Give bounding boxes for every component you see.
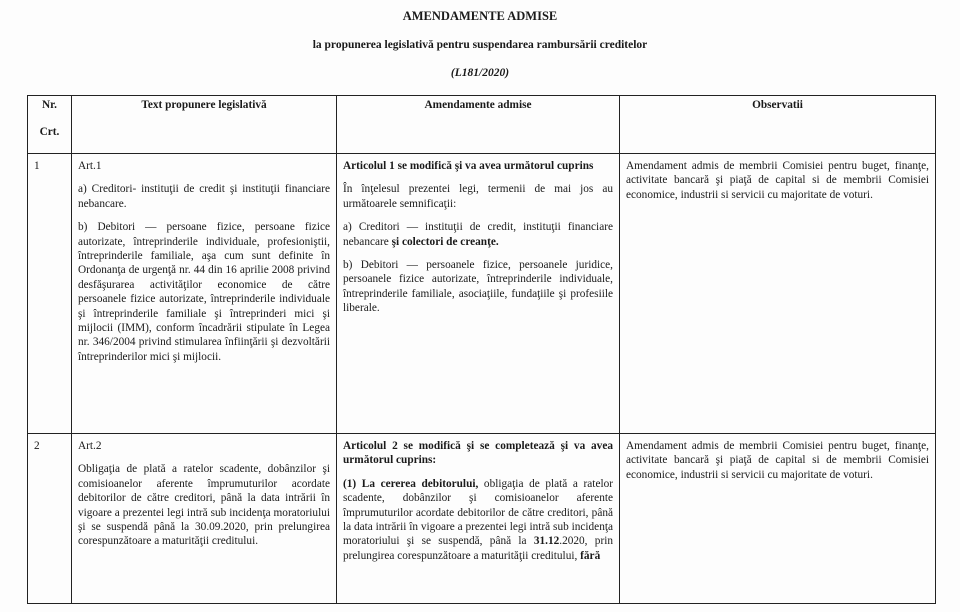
amendament-cell — [337, 154, 620, 434]
table-row — [28, 154, 936, 434]
header-crt-label: Crt. — [39, 126, 60, 139]
paragraph — [343, 220, 613, 249]
paragraph — [343, 477, 613, 563]
document-title: AMENDAMENTE ADMISE — [402, 9, 558, 23]
row-number: 2 — [28, 434, 72, 604]
table-header-row — [28, 96, 936, 154]
paragraph: b) Debitori — persoane fizice, persoane fizice autorizate, întreprinderile individuale, profesioniştii, întreprinderile familiale, aşa cum sunt definite în Ordonanţa de urgenţă nr. 44 din 16 aprilie 2008 privind desfăşurarea activităţilor economice de către persoanele fizice autorizate, întreprinderile individuale şi întreprinderile familiale şi întreprinderi mici şi mijlocii (IMM), conform încadrării stipulate în Legea nr. 346/2004 privind stimularea înfiinţării şi dezvoltării întreprinderilor mici şi mijlocii. — [78, 221, 330, 363]
amendament-cell — [337, 434, 620, 604]
observation-text: Amendament admis de membrii Comisiei pentru buget, finanţe, activitate bancară şi piaţă de capital si de membrii Comisiei economice, industrii si servicii cu majoritate de voturi. — [626, 160, 929, 201]
paragraph-bold-text: fără — [580, 549, 601, 562]
paragraph: a) Creditori- instituţii de credit şi instituţii financiare nebancare. — [78, 183, 330, 210]
document-subtitle: la propunerea legislativă pentru suspendarea rambursării creditelor — [312, 39, 648, 51]
row-number: 1 — [28, 154, 72, 434]
header-amendamente: Amendamente admise — [337, 96, 620, 154]
header-nr-label: Nr. — [42, 99, 57, 111]
article-title: Art.1 — [78, 160, 102, 172]
text-propunere-cell — [72, 434, 337, 604]
text-propunere-cell — [72, 154, 337, 434]
header-text-propunere: Text propunere legislativă — [72, 96, 337, 154]
amendment-title: Articolul 1 se modifică şi va avea următorul cuprins — [343, 160, 594, 172]
paragraph-bold-text: (1) La cererea debitorului, — [343, 477, 479, 490]
article-title: Art.2 — [78, 440, 102, 452]
observation-text: Amendament admis de membrii Comisiei pentru buget, finanţe, activitate bancară şi piaţă de capital si de membrii Comisiei economice, industrii si servicii cu majoritate de voturi. — [626, 440, 929, 481]
paragraph: b) Debitori — persoanele fizice, persoanele juridice, persoanele fizice autorizate, întreprinderile individuale, întreprinderile familiale, asociaţiile, fundaţiile şi profesiile liberale. — [343, 259, 613, 315]
paragraph: În înţelesul prezentei legi, termenii de mai jos au următoarele semnificaţii: — [343, 183, 613, 210]
table-row — [28, 434, 936, 604]
paragraph-bold-text: şi colectori de creanţe. — [391, 235, 499, 248]
header-nr-crt — [28, 96, 72, 154]
paragraph-text: obligaţia de plată a ratelor scadente, dobânzilor şi comisioanelor aferente împrumuturilor acordate debitorilor de către creditori, până la data intrării în vigoare a prezentei legi intră sub incidenţa moratoriului şi se suspendă, până la — [343, 477, 614, 548]
paragraph-text: .2020, prin prelungirea corespunzătoare a maturităţii creditului, — [343, 535, 613, 562]
paragraph-bold-text: 31.12 — [533, 535, 560, 548]
observatii-cell — [620, 434, 936, 604]
paragraph-text: a) Creditori — instituţii de credit, instituţii financiare nebancare — [343, 221, 613, 248]
document-reference: (L181/2020) — [450, 67, 510, 79]
observatii-cell — [620, 154, 936, 434]
amendments-table — [27, 95, 936, 604]
amendment-title: Articolul 2 se modifică şi se completează şi va avea următorul cuprins: — [343, 440, 613, 467]
header-observatii: Observatii — [620, 96, 936, 154]
paragraph: Obligaţia de plată a ratelor scadente, dobânzilor şi comisioanelor aferente împrumuturilor acordate debitorilor de către creditori, până la data intrării în vigoare a prezentei legi intră sub incidenţa moratoriului şi se suspendă până la 30.09.2020, prin prelungirea corespunzătoare a maturităţii creditului. — [78, 463, 330, 548]
